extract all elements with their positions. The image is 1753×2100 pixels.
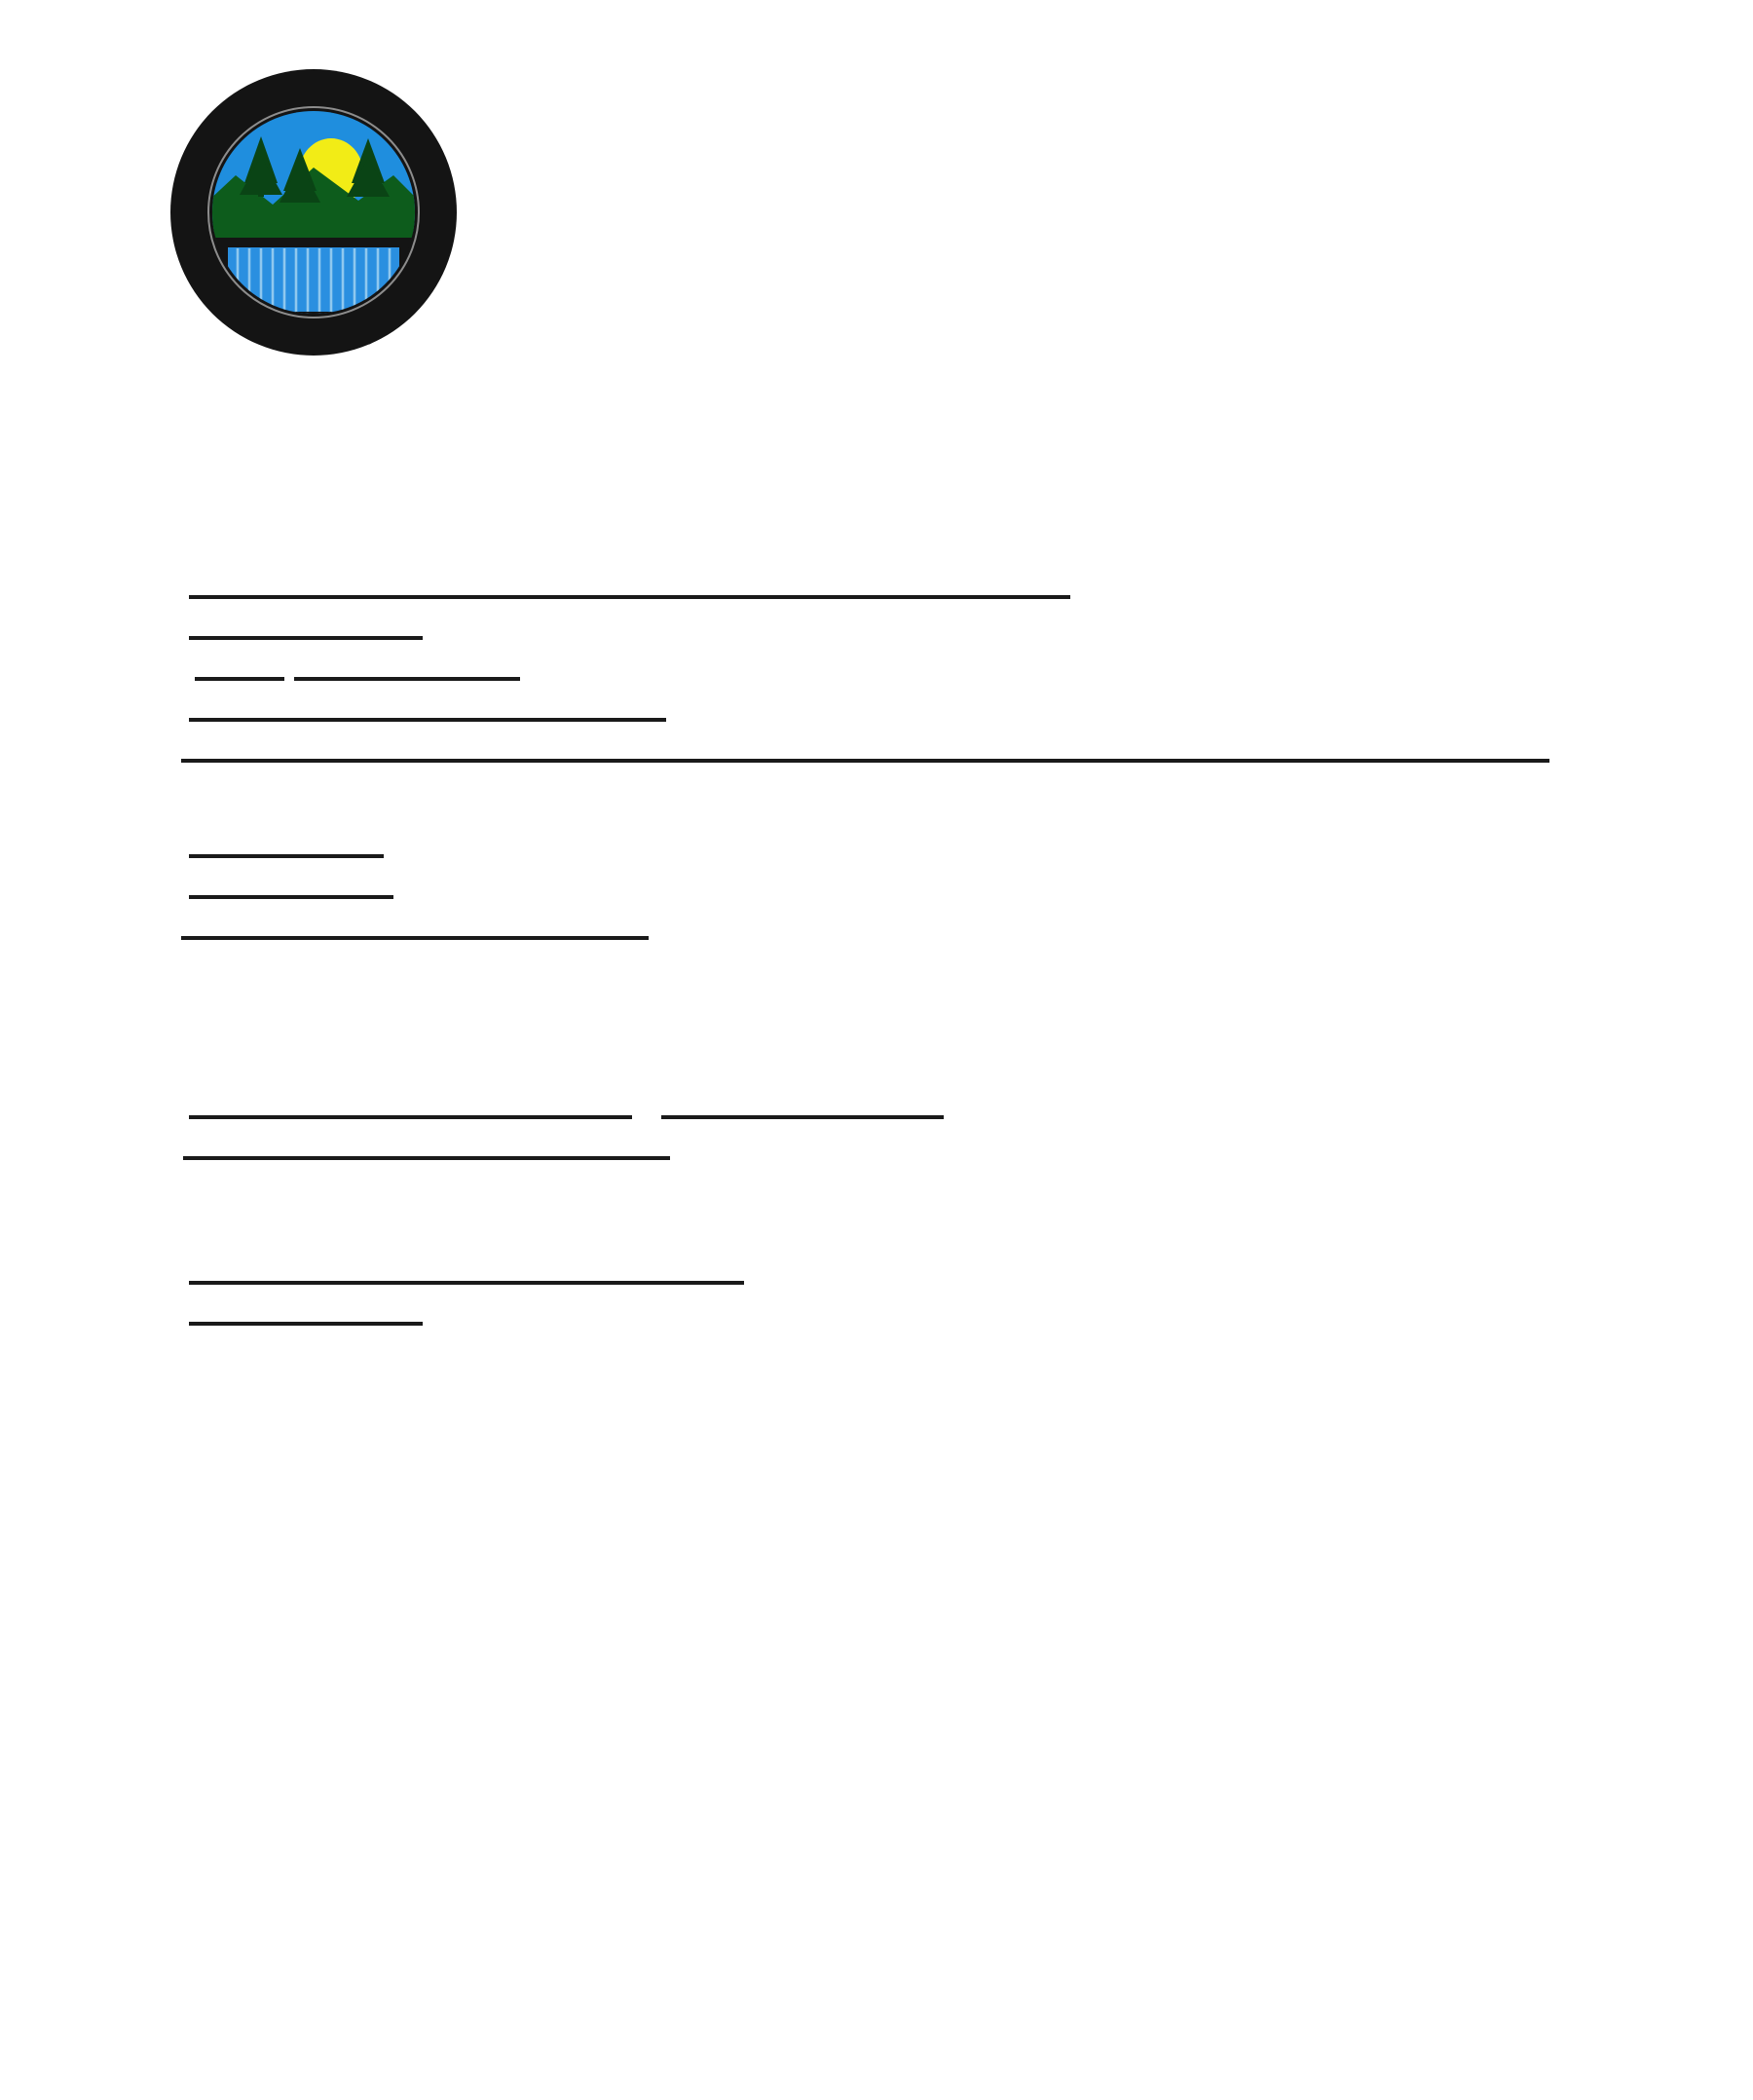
logo	[168, 66, 460, 358]
meter-size-input-blank[interactable]	[189, 894, 393, 899]
signature-date-blank[interactable]	[661, 1114, 944, 1119]
amount-paid-row	[181, 1155, 1564, 1167]
date-input-blank[interactable]	[189, 635, 423, 640]
field-name-row	[181, 594, 1564, 606]
field-phone-row	[181, 676, 1564, 688]
form-body	[181, 594, 1564, 1362]
field-plumber-row	[181, 935, 1564, 947]
approved-by-blank[interactable]	[189, 1280, 744, 1285]
email-input-blank[interactable]	[189, 717, 666, 722]
customer-signature-blank[interactable]	[189, 1114, 632, 1119]
name-input-blank[interactable]	[189, 594, 1070, 599]
internal-date-blank[interactable]	[189, 1321, 423, 1326]
spacer-before-fees	[181, 976, 1564, 1031]
field-meter-size-row	[181, 894, 1564, 906]
approved-by-row	[181, 1280, 1564, 1292]
address-input-blank[interactable]	[181, 758, 1549, 763]
field-address-row	[181, 758, 1564, 769]
plumber-input-blank[interactable]	[181, 935, 649, 940]
internal-date-row	[181, 1321, 1564, 1332]
spacer-before-signature	[181, 1060, 1564, 1114]
tap-size-input-blank[interactable]	[189, 853, 384, 858]
field-tap-size-row	[181, 853, 1564, 865]
waterworks-seal-icon	[168, 66, 460, 358]
spacer-before-internal	[181, 1196, 1564, 1251]
phone-areacode-blank[interactable]	[195, 676, 284, 681]
amount-paid-blank[interactable]	[183, 1155, 670, 1160]
customer-signature-row	[181, 1114, 1564, 1126]
phone-number-blank[interactable]	[294, 676, 520, 681]
field-date-row	[181, 635, 1564, 647]
field-email-row	[181, 717, 1564, 729]
spacer-after-address	[181, 799, 1564, 853]
